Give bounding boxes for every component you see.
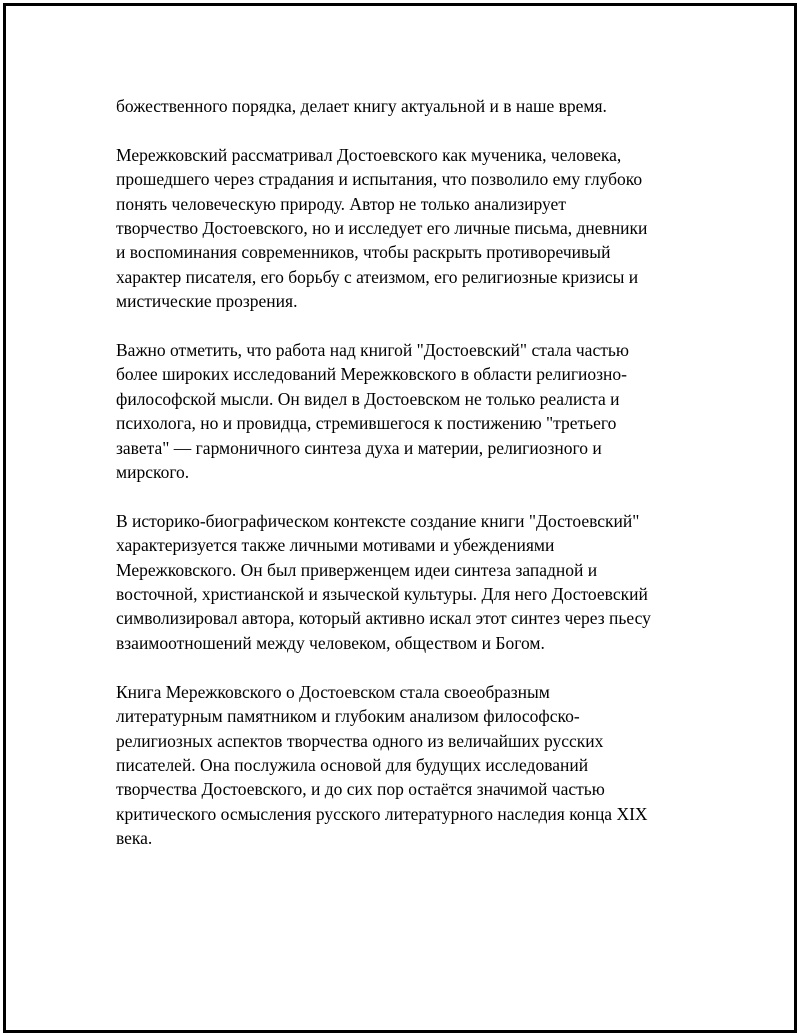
text-line: характеризуется также личными мотивами и убеждениями xyxy=(116,535,555,556)
text-line: восточной, христианской и языческой культуры. Для него Достоевский xyxy=(116,584,648,605)
text-line: и воспоминания современников, чтобы раскрыть противоречивый xyxy=(116,242,611,263)
text-line: мирского. xyxy=(116,462,190,483)
text-line: взаимоотношений между человеком, обществом и Богом. xyxy=(116,632,545,653)
paragraph-3 xyxy=(116,338,696,484)
text-line: критического осмысления русского литературного наследия конца XIX xyxy=(116,803,648,824)
text-line: религиозных аспектов творчества одного из величайших русских xyxy=(116,730,604,751)
text-line: характер писателя, его борьбу с атеизмом, его религиозные кризисы и xyxy=(116,266,639,287)
text-line: литературным памятником и глубоким анализом философско- xyxy=(116,706,580,727)
text-line: писателей. Она послужила основой для будущих исследований xyxy=(116,754,589,775)
text-line: Важно отметить, что работа над книгой "Достоевский" стала частью xyxy=(116,340,629,361)
text-line: Мережковский рассматривал Достоевского как мученика, человека, xyxy=(116,144,622,165)
text-line: творчество Достоевского, но и исследует его личные письма, дневники xyxy=(116,218,648,239)
paragraph-2 xyxy=(116,143,696,314)
text-line: понять человеческую природу. Автор не только анализирует xyxy=(116,193,566,214)
text-line: Мережковского. Он был приверженцем идеи синтеза западной и xyxy=(116,559,598,580)
text-line: века. xyxy=(116,828,153,849)
text-line: божественного порядка, делает книгу актуальной и в наше время. xyxy=(116,96,607,116)
text-line: философской мысли. Он видел в Достоевском не только реалиста и xyxy=(116,388,620,409)
text-line: прошедшего через страдания и испытания, что позволило ему глубоко xyxy=(116,169,643,190)
text-line: завета" — гармоничного синтеза духа и материи, религиозного и xyxy=(116,437,602,458)
paragraph-4 xyxy=(116,509,696,655)
text-line: более широких исследований Мережковского в области религиозно- xyxy=(116,364,627,385)
paragraph-5 xyxy=(116,680,696,851)
paragraph-1 xyxy=(116,94,696,118)
text-line: В историко-биографическом контексте создание книги "Достоевский" xyxy=(116,510,640,531)
text-line: Книга Мережковского о Достоевском стала своеобразным xyxy=(116,681,550,702)
text-line: символизировал автора, который активно искал этот синтез через пьесу xyxy=(116,608,651,629)
text-line: творчества Достоевского, и до сих пор остаётся значимой частью xyxy=(116,779,605,800)
text-line: мистические прозрения. xyxy=(116,291,298,312)
document-body xyxy=(116,94,696,875)
text-line: психолога, но и провидца, стремившегося к постижению "третьего xyxy=(116,413,617,434)
